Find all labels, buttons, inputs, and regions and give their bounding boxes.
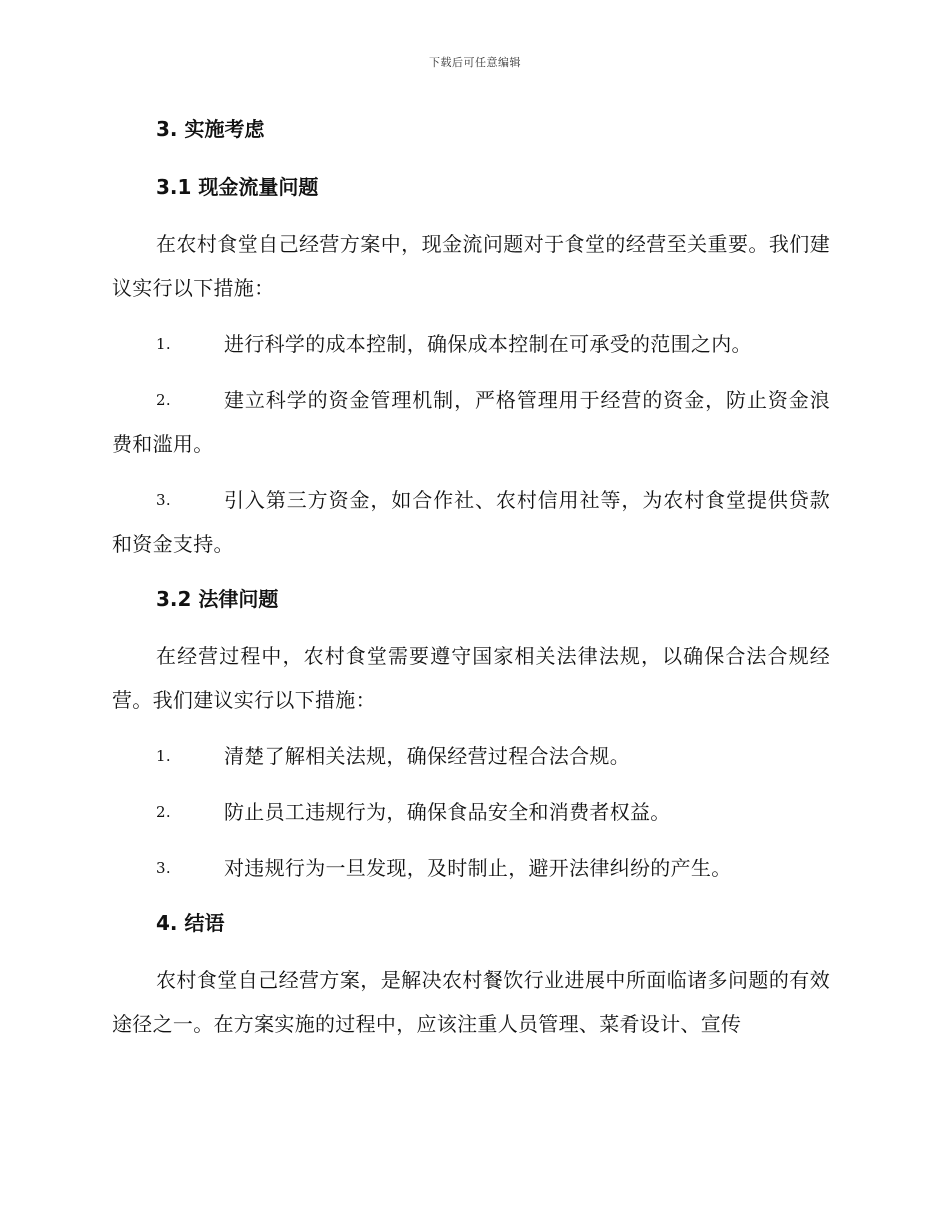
list-number: 3. [156,491,171,509]
section-3-2-heading: 3.2 法律问题 [156,587,279,611]
list-text: 防止员工违规行为，确保食品安全和消费者权益。 [224,800,671,824]
list-item [112,378,830,466]
list-number: 3. [156,859,171,877]
list-item [112,322,830,366]
section-3-1-list [112,322,830,566]
list-number: 2. [156,803,171,821]
section-3-heading: 3. 实施考虑 [156,117,265,141]
list-item [112,790,830,834]
section-3-1-heading: 3.1 现金流量问题 [156,175,319,199]
list-number: 1. [156,335,171,353]
list-text: 引入第三方资金，如合作社、农村信用社等，为农村食堂提供贷款和资金支持。 [112,488,830,556]
list-text: 建立科学的资金管理机制，严格管理用于经营的资金，防止资金浪费和滥用。 [112,388,830,456]
list-text: 对违规行为一旦发现，及时制止，避开法律纠纷的产生。 [224,856,732,880]
section-3-1-intro: 在农村食堂自己经营方案中，现金流问题对于食堂的经营至关重要。我们建议实行以下措施： [112,232,830,300]
list-number: 2. [156,391,171,409]
list-text: 清楚了解相关法规，确保经营过程合法合规。 [224,744,630,768]
document-body [112,110,830,1046]
header-note: 下载后可任意编辑 [429,56,521,69]
section-3-2-list [112,734,830,890]
section-4-heading: 4. 结语 [156,911,225,935]
list-number: 1. [156,747,171,765]
section-3-2-intro: 在经营过程中，农村食堂需要遵守国家相关法律法规，以确保合法合规经营。我们建议实行以下措施： [112,644,830,712]
section-4-body: 农村食堂自己经营方案，是解决农村餐饮行业进展中所面临诸多问题的有效途径之一。在方案实施的过程中，应该注重人员管理、菜肴设计、宣传 [112,968,830,1036]
list-item [112,734,830,778]
list-item [112,478,830,566]
list-text: 进行科学的成本控制，确保成本控制在可承受的范围之内。 [224,332,752,356]
list-item [112,846,830,890]
